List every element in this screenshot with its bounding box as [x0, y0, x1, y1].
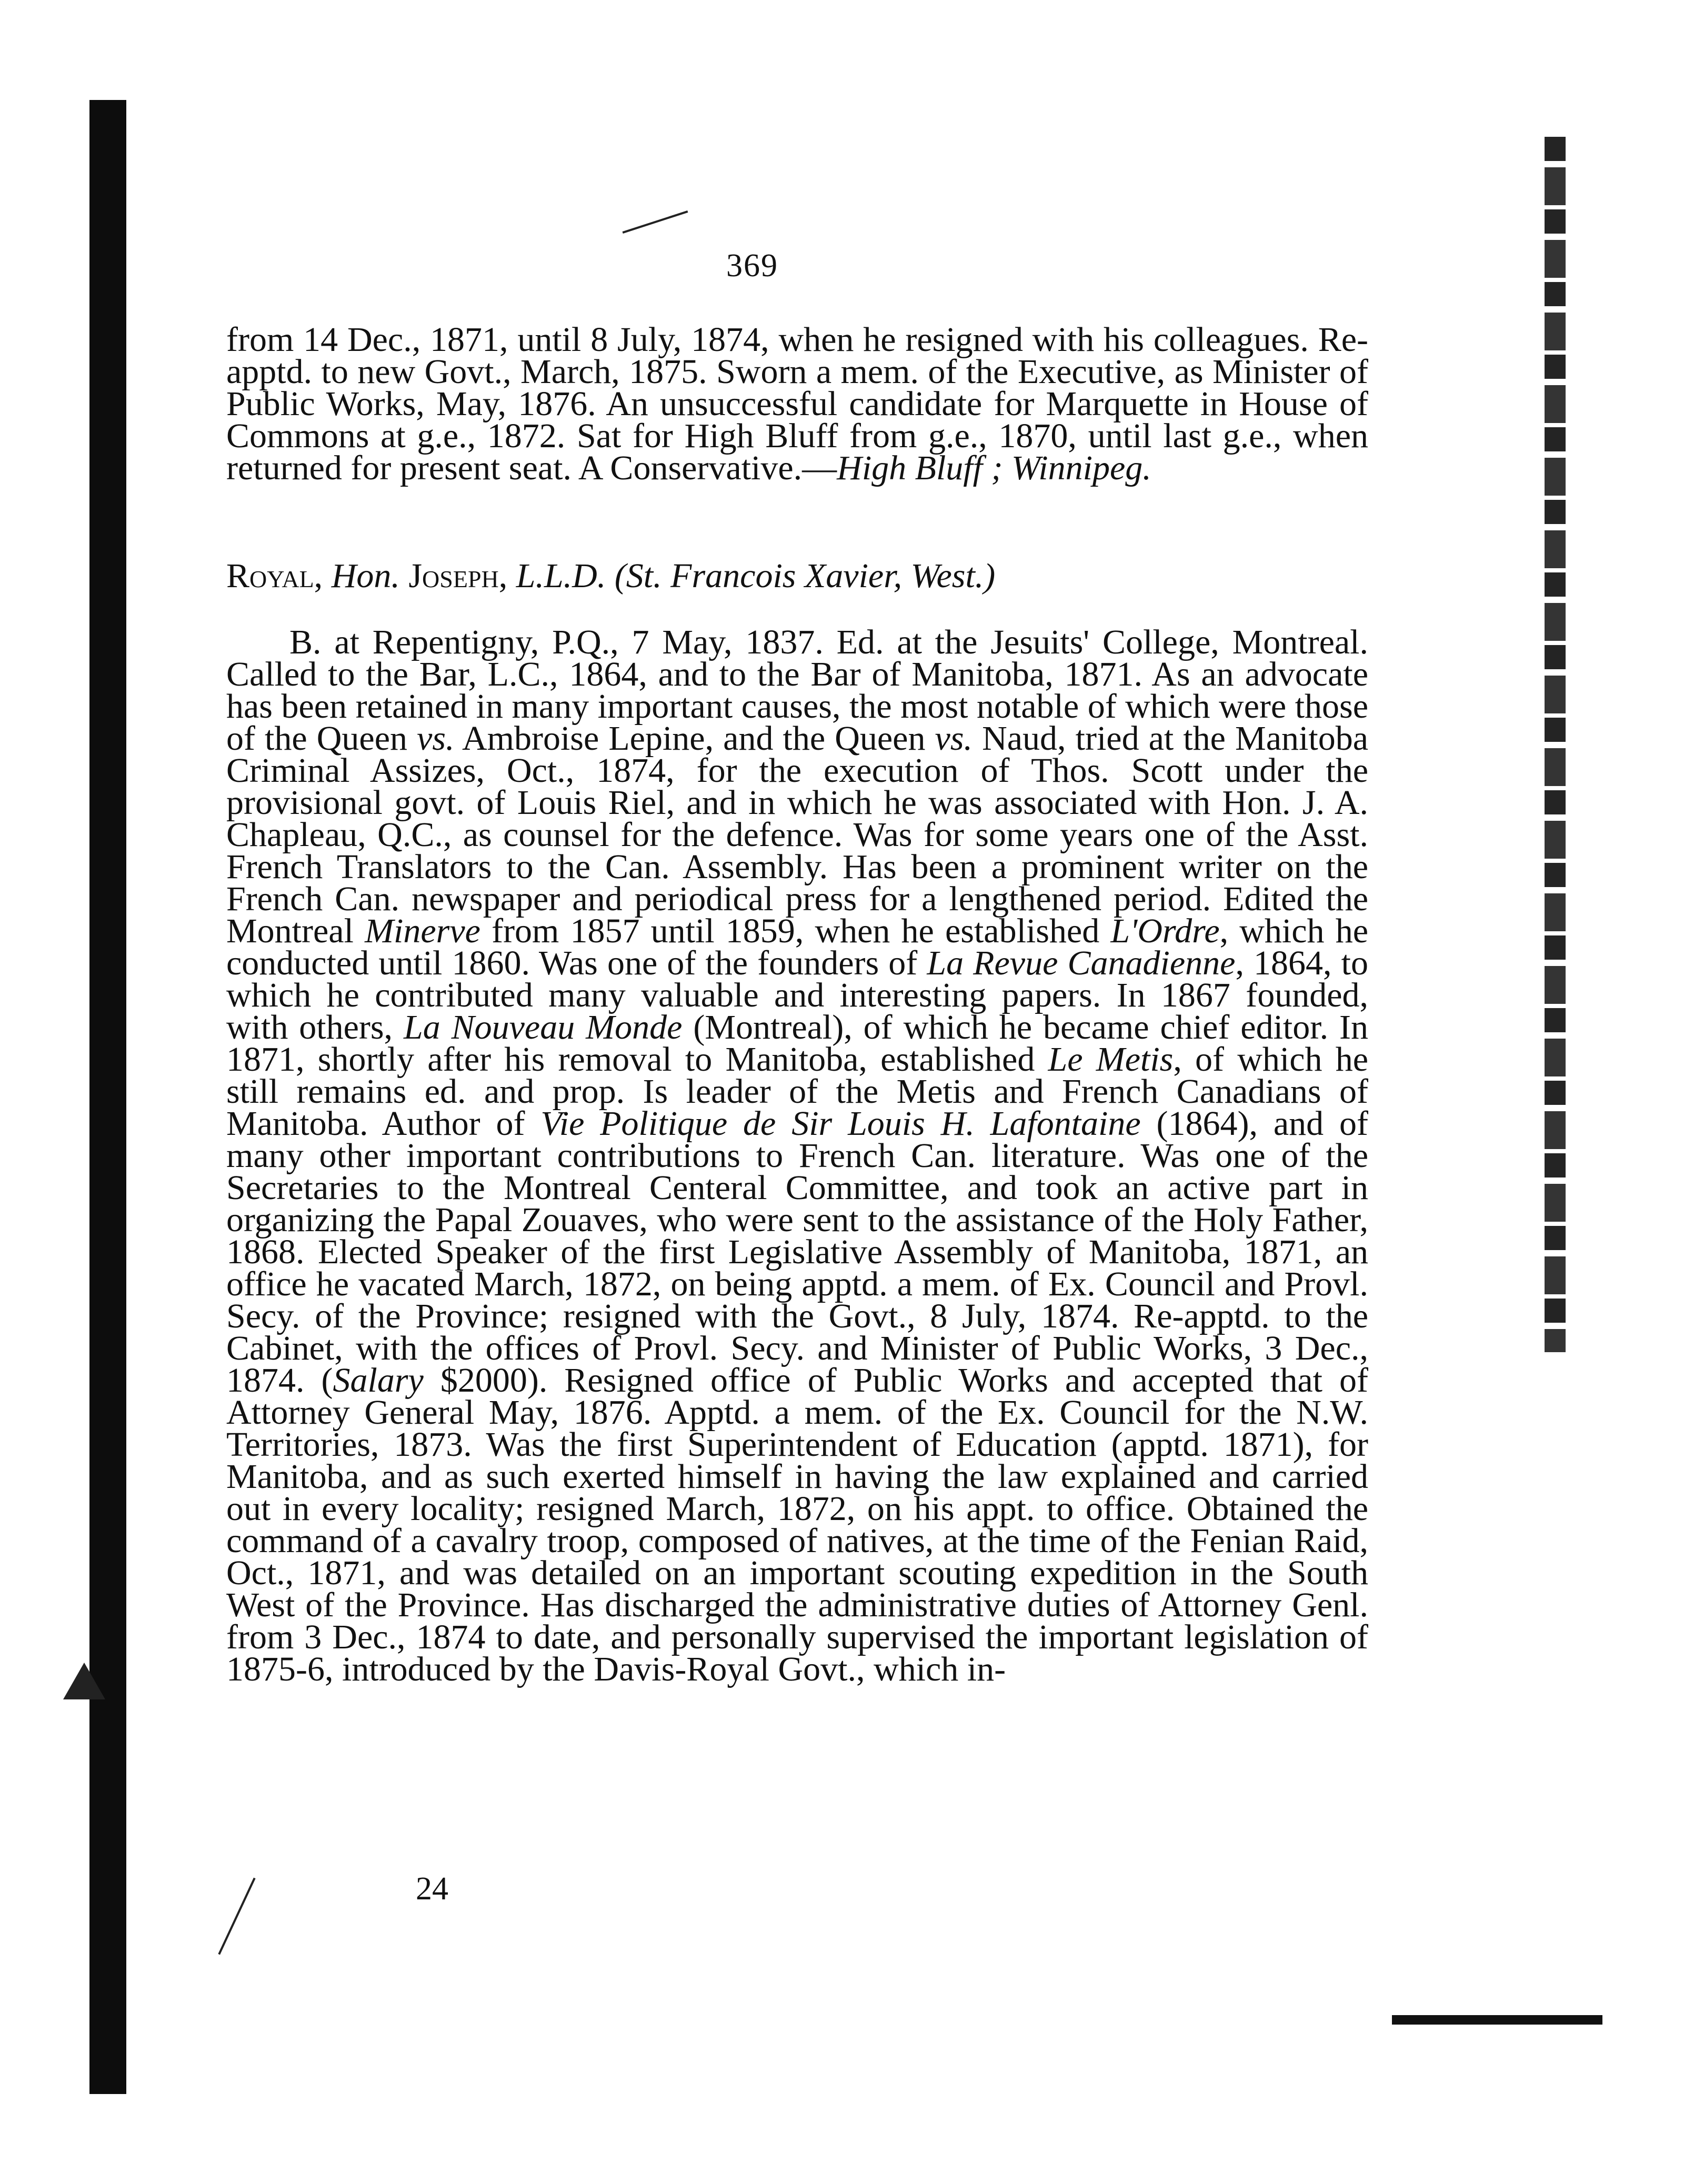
continuation-places: High Bluff ; Winnipeg. [837, 449, 1151, 487]
bio-text: , which he conducted until 1860. Was one of the founders of [226, 912, 1368, 982]
entry-given-name: Joseph, [408, 557, 508, 595]
scan-mark-bottom-left [218, 1878, 255, 1955]
bio-text: Naud, tried at the Manitoba Criminal Assizes, Oct., 1874, for the execution of Thos. Scott under the provisional govt. of Louis Riel, and in which he was associated with Hon. J. A. Chapleau, Q.C., as counsel for the defence. Was for some years one of the Asst. French Translators to the Can. Assembly. Has been a prominent writer on the French Can. newspaper and periodical press for a lengthened period. Edited the Montreal [226, 719, 1368, 950]
scan-mark-top [623, 210, 688, 234]
bio-text: (1864), and of many other important contributions to French Can. literature. Was one of the Secretaries to the Montreal Centeral Committee, and took an active part in organizing the Papal Zouaves, who were sent to the assistance of the Holy Father, 1868. Elected Speaker of the first Legislative Assembly of Manitoba, 1871, an office he vacated March, 1872, on being apptd. a mem. of Ex. Council and Provl. Secy. of the Province; resigned with the Govt., 8 July, 1874. Re-apptd. to the Cabinet, with the offices of Provl. Secy. and Minister of Public Works, 3 Dec., 1874. ( [226, 1104, 1368, 1400]
scan-edge-right [1545, 137, 1566, 1352]
bio-italic: Le Metis [1048, 1040, 1174, 1079]
bio-italic: vs. [417, 719, 455, 758]
continuation-paragraph [226, 320, 1368, 487]
bio-italic: Salary [333, 1361, 424, 1400]
bio-text: from 1857 until 1859, when he established [480, 912, 1111, 950]
continuation-text: from 14 Dec., 1871, until 8 July, 1874, when he resigned with his colleagues. Re-apptd. to new Govt., March, 1875. Sworn a mem. of the Executive, as Minister of Public Works, May, 1876. An unsuccessful candidate for Marquette in House of Commons at g.e., 1872. Sat for High Bluff from g.e., 1870, until last g.e., when returned for present seat. A Conservative.— [226, 320, 1368, 487]
entry-title: Hon. [331, 557, 400, 595]
entry-surname: Royal, [226, 557, 323, 595]
biography-paragraph [226, 623, 1369, 1688]
bell-icon [63, 1663, 105, 1699]
signature-number: 24 [416, 1871, 448, 1907]
entry-degree: L.L.D. [516, 557, 606, 595]
bio-text: , 1864, to which he contributed many valuable and interesting papers. In 1867 founded, with others, [226, 944, 1368, 1046]
entry-heading [226, 558, 1384, 595]
bio-italic: Minerve [365, 912, 480, 950]
bio-italic: L'Ordre [1110, 912, 1220, 950]
bio-text: B. at Repentigny, P.Q., 7 May, 1837. Ed. at the Jesuits' College, Montreal. Called to the Bar, L.C., 1864, and to the Bar of Manitoba, 1871. As an advocate has been retained in many important causes, the most notable of which were those of the Queen [226, 623, 1369, 758]
entry-constituency: (St. Francois Xavier, West.) [614, 557, 996, 595]
scan-edge-left [89, 100, 126, 2094]
bio-text: , of which he still remains ed. and prop. Is leader of the Metis and French Canadians of Manitoba. Author of [226, 1040, 1368, 1143]
page-number: 369 [726, 248, 778, 284]
bio-text: (Montreal), of which he became chief editor. In 1871, shortly after his removal to Manitoba, established [226, 1008, 1368, 1079]
bio-text: $2000). Resigned office of Public Works and accepted that of Attorney General May, 1876. Apptd. a mem. of the Ex. Council for the N.W. Territories, 1873. Was the first Superintendent of Education (apptd. 1871), for Manitoba, and as such exerted himself in having the law explained and carried out in every locality; resigned March, 1872, on his appt. to office. Obtained the command of a cavalry troop, composed of natives, at the time of the Fenian Raid, Oct., 1871, and was detailed on an important scouting expedition in the South West of the Province. Has discharged the administrative duties of Attorney Genl. from 3 Dec., 1874 to date, and personally supervised the important legislation of 1875-6, introduced by the Davis-Royal Govt., which in- [226, 1361, 1368, 1688]
scan-edge-bottom-right [1392, 2015, 1602, 2025]
bio-italic: La Nouveau Monde [403, 1008, 683, 1046]
bio-italic: La Revue Canadienne [927, 944, 1236, 982]
bio-italic: Vie Politique de Sir Louis H. Lafontaine [540, 1104, 1141, 1143]
bio-italic: vs. [935, 719, 973, 758]
bio-text: Ambroise Lepine, and the Queen [454, 719, 935, 758]
